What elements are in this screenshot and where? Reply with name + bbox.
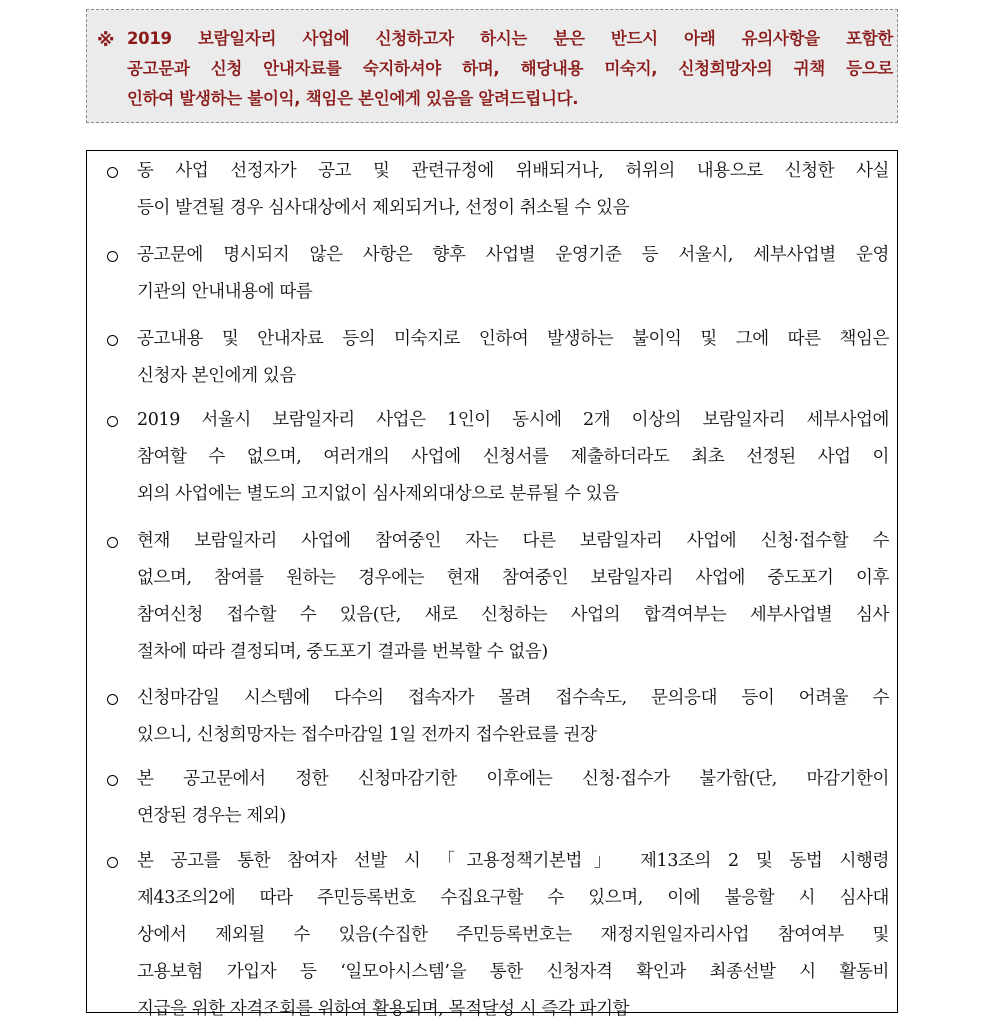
item-text (137, 843, 889, 1028)
item-line: 참여신청 접수할 수 있음(단, 새로 신청하는 사업의 합격여부는 세부사업별 심사 (137, 605, 889, 625)
notice-box (86, 9, 898, 123)
item-line: 공고문에 명시되지 않은 사항은 향후 사업별 운영기준 등 서울시, 세부사업별 운영 (137, 245, 889, 265)
item-text (137, 523, 889, 671)
reference-mark-icon: ※ (97, 30, 115, 51)
item-line: 기관의 안내내용에 따름 (137, 282, 313, 302)
circle-bullet-icon (107, 857, 118, 868)
item-line: 절차에 따라 결정되며, 중도포기 결과를 번복할 수 없음) (137, 642, 548, 662)
circle-bullet-icon (107, 335, 118, 346)
item-line: 참여할 수 없으며, 여러개의 사업에 신청서를 제출하더라도 최초 선정된 사업 이 (137, 447, 889, 467)
item-line: 지급을 위한 자격조회를 위하여 활용되며, 목적달성 시 즉각 파기함 (137, 999, 630, 1019)
notice-line: 2019 보람일자리 사업에 신청하고자 하시는 분은 반드시 아래 유의사항을 포함한 (127, 29, 893, 48)
item-line: 본 공고문에서 정한 신청마감기한 이후에는 신청·접수가 불가함(단, 마감기한이 (137, 769, 889, 789)
item-line: 고용보험 가입자 등 ‘일모아시스템’을 통한 신청자격 확인과 최종선발 시 활동비 (137, 962, 889, 982)
precautions-box (86, 150, 898, 1019)
item-line: 신청자 본인에게 있음 (137, 366, 296, 386)
notice-line: 인하여 발생하는 불이익, 책임은 본인에게 있음을 알려드립니다. (127, 89, 579, 108)
item-line: 없으며, 참여를 원하는 경우에는 현재 참여중인 보람일자리 사업에 중도포기 이후 (137, 568, 889, 588)
item-line: 2019 서울시 보람일자리 사업은 1인이 동시에 2개 이상의 보람일자리 세부사업에 (137, 410, 889, 430)
item-text (137, 237, 889, 311)
notice-text (127, 24, 893, 114)
item-line: 신청마감일 시스템에 다수의 접속자가 몰려 접수속도, 문의응대 등이 어려울 수 (137, 688, 889, 708)
circle-bullet-icon (107, 694, 118, 705)
item-line: 현재 보람일자리 사업에 참여중인 자는 다른 보람일자리 사업에 신청·접수할 수 (137, 531, 889, 551)
item-line: 제43조의2에 따라 주민등록번호 수집요구할 수 있으며, 이에 불응할 시 심사대 (137, 888, 889, 908)
item-text (137, 153, 889, 227)
item-line: 상에서 제외될 수 있음(수집한 주민등록번호는 재정지원일자리사업 참여여부 및 (137, 925, 889, 945)
item-line: 연장된 경우는 제외) (137, 806, 286, 826)
item-text (137, 761, 889, 835)
item-text (137, 321, 889, 395)
item-line: 외의 사업에는 별도의 고지없이 심사제외대상으로 분류될 수 있음 (137, 484, 619, 504)
circle-bullet-icon (107, 251, 118, 262)
item-text (137, 402, 889, 513)
notice-line: 공고문과 신청 안내자료를 숙지하셔야 하며, 해당내용 미숙지, 신청희망자의 귀책 등으로 (127, 59, 893, 78)
item-line: 공고내용 및 안내자료 등의 미숙지로 인하여 발생하는 불이익 및 그에 따른 책임은 (137, 329, 889, 349)
item-line: 있으니, 신청희망자는 접수마감일 1일 전까지 접수완료를 권장 (137, 725, 597, 745)
circle-bullet-icon (107, 167, 118, 178)
circle-bullet-icon (107, 416, 118, 427)
item-text (137, 680, 889, 754)
item-line: 등이 발견될 경우 심사대상에서 제외되거나, 선정이 취소될 수 있음 (137, 198, 630, 218)
item-line: 본 공고를 통한 참여자 선발 시 「고용정책기본법」 제13조의 2 및 동법 시행령 (137, 851, 889, 871)
item-line: 동 사업 선정자가 공고 및 관련규정에 위배되거나, 허위의 내용으로 신청한 사실 (137, 161, 889, 181)
circle-bullet-icon (107, 775, 118, 786)
circle-bullet-icon (107, 537, 118, 548)
